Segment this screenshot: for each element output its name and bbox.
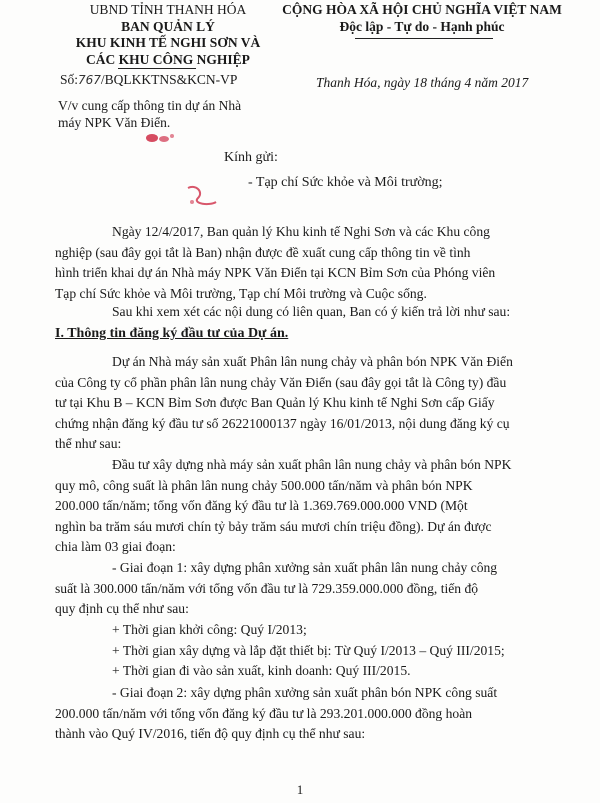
paragraph-line: tư tại Khu B – KCN Bỉm Sơn được Ban Quản lý Khu kinh tế Nghi Sơn cấp Giấy: [55, 395, 495, 410]
paragraph-line: - Giai đoạn 1: xây dựng phân xưởng sản xuất phân lân nung chảy công: [112, 560, 498, 575]
paragraph-line: suất là 300.000 tấn/năm với tổng vốn đầu tư là 729.359.000.000 đồng, tiến độ: [55, 580, 479, 596]
paragraph-line: của Công ty cổ phần phân lân nung chảy Văn Điển (sau đây gọi tắt là Công ty) đầu: [55, 374, 507, 390]
list-item: + Thời gian khởi công: Quý I/2013;: [112, 622, 307, 637]
paragraph-line: chia làm 03 giai đoạn:: [55, 539, 176, 554]
authority-underline: [118, 68, 196, 69]
subject-block: [58, 97, 241, 131]
doc-number-handwritten: 767: [78, 73, 101, 87]
paragraph-line: Ngày 12/4/2017, Ban quản lý Khu kinh tế Nghi Sơn và các Khu công: [112, 224, 490, 239]
section-title: [55, 326, 288, 342]
paragraph-line: quy định cụ thể như sau:: [55, 601, 189, 616]
motto-underline: [355, 38, 493, 39]
national-motto-block: [272, 2, 572, 35]
motto: Độc lập - Tự do - Hạnh phúc: [339, 18, 505, 34]
paragraph-line: nghìn ba trăm sáu mươi chín tỷ bảy trăm sáu mươi chín triệu đồng). Dự án được: [55, 518, 492, 534]
authority-line-1: UBND TỈNH THANH HÓA: [89, 2, 247, 17]
country-name: CỘNG HÒA XÃ HỘI CHỦ NGHĨA VIỆT NAM: [282, 2, 562, 17]
doc-number-suffix: /BQLKKTNS&KCN-VP: [100, 72, 238, 87]
greeting-recipient: - Tạp chí Sức khỏe và Môi trường;: [248, 175, 443, 190]
paragraph-line: 200.000 tấn/năm với tổng vốn đăng ký đầu tư là 293.201.000.000 đồng hoàn: [55, 705, 473, 721]
paragraph-line: Sau khi xem xét các nội dung có liên quan, Ban có ý kiến trả lời như sau:: [112, 304, 511, 319]
paragraph-intro: [55, 222, 560, 304]
paragraph-response: [55, 302, 560, 323]
paragraph-line: hình triển khai dự án Nhà máy NPK Văn Điển tại KCN Bỉm Sơn của Phóng viên: [55, 265, 496, 280]
greeting-label: Kính gửi:: [224, 150, 278, 165]
section-title-text: I. Thông tin đăng ký đầu tư của Dự án.: [55, 326, 289, 341]
paragraph-line: 200.000 tấn/năm; tổng vốn đăng ký đầu tư là 1.369.769.000.000 VND (Một: [55, 498, 468, 513]
paragraph-line: - Giai đoạn 2: xây dựng phân xưởng sản xuất phân bón NPK công suất: [112, 685, 498, 700]
paragraph-project-info: [55, 352, 560, 455]
red-signature-mark-icon: [184, 182, 220, 210]
authority-line-3: KHU KINH TẾ NGHI SƠN VÀ: [75, 35, 261, 50]
subject-line-1: V/v cung cấp thông tin dự án Nhà: [58, 98, 242, 113]
list-item: + Thời gian đi vào sản xuất, kinh doanh: Quý III/2015.: [112, 663, 411, 678]
paragraph-phase-1: [55, 558, 560, 620]
paragraph-phase-2: [55, 683, 560, 745]
paragraph-investment: [55, 455, 560, 558]
paragraph-line: quy mô, công suất là phân lân nung chảy 500.000 tấn/năm và phân bón NPK: [55, 477, 473, 493]
doc-number-prefix: Số:: [60, 72, 79, 87]
authority-line-4: CÁC KHU CÔNG NGHIỆP: [86, 51, 250, 67]
paragraph-line: Dự án Nhà máy sản xuất Phân lân nung chảy và phân bón NPK Văn Điển: [112, 354, 513, 369]
page-number: 1: [296, 782, 304, 797]
red-stamp-mark-icon: [142, 130, 178, 146]
issuing-authority-block: [58, 2, 278, 68]
document-number: [60, 72, 237, 88]
paragraph-line: Đầu tư xây dựng nhà máy sản xuất phân lân nung chảy và phân bón NPK: [112, 457, 512, 472]
paragraph-line: nghiệp (sau đây gọi tắt là Ban) nhận được đề xuất cung cấp thông tin về tình: [55, 244, 471, 260]
list-item: + Thời gian xây dựng và lắp đặt thiết bị: Từ Quý I/2013 – Quý III/2015;: [112, 642, 505, 658]
paragraph-line: thể như sau:: [55, 436, 122, 451]
paragraph-line: thành vào Quý IV/2016, tiến độ quy định cụ thể như sau:: [55, 726, 366, 741]
place-and-date: Thanh Hóa, ngày 18 tháng 4 năm 2017: [316, 75, 529, 90]
paragraph-line: chứng nhận đăng ký đầu tư số 26221000137 ngày 16/01/2013, nội dung đăng ký cụ: [55, 415, 510, 431]
authority-line-2: BAN QUẢN LÝ: [121, 18, 215, 34]
phase-1-schedule-list: [55, 620, 560, 682]
subject-line-2: máy NPK Văn Điển.: [58, 115, 171, 130]
paragraph-line: Tạp chí Sức khỏe và Môi trường, Tạp chí Môi trường và Cuộc sống.: [55, 285, 427, 301]
